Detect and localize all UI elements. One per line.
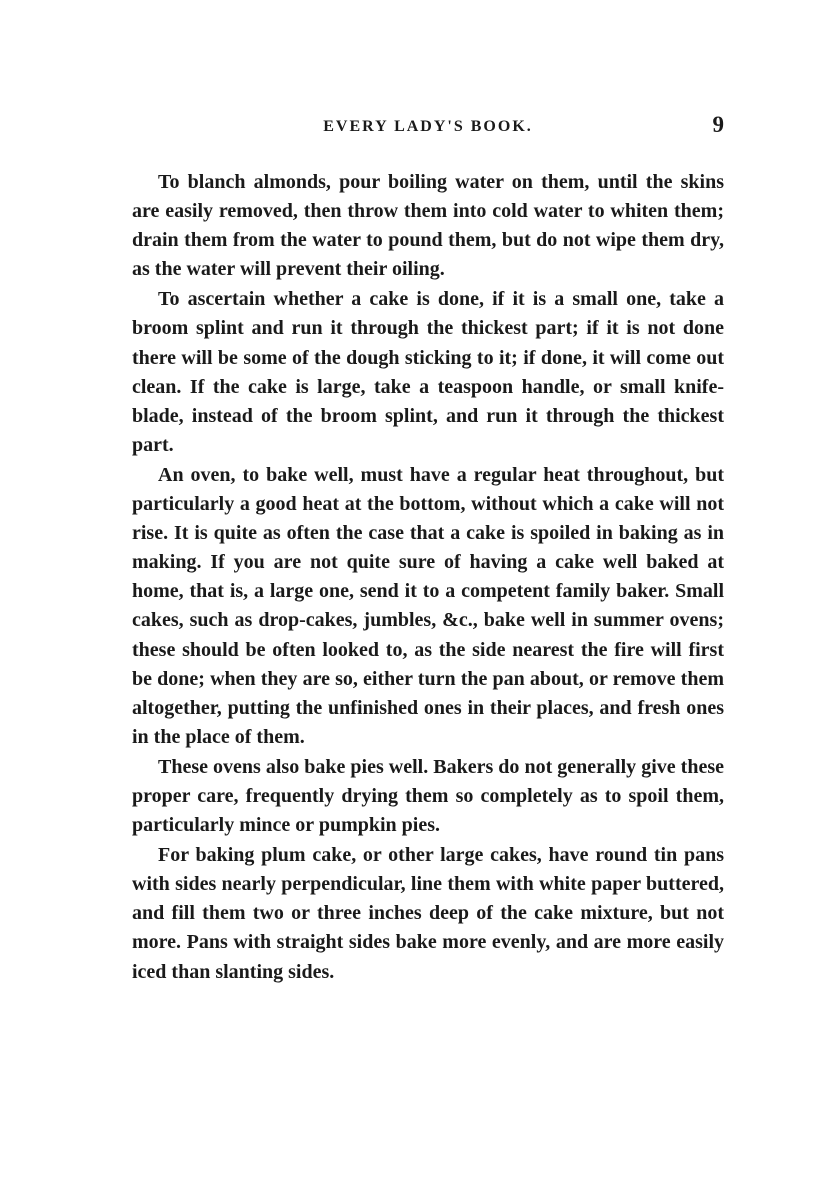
page-number: 9 [712, 112, 724, 137]
paragraph-ovens-pies: These ovens also bake pies well. Bakers do not generally give these proper care, frequently drying them so completely as to spoil them, particularly mince or pumpkin pies. [132, 755, 724, 837]
paragraph-plum-cake-pans: For baking plum cake, or other large cakes, have round tin pans with sides nearly perpendicular, line them with white paper buttered, and fill them two or three inches deep of the cake mixture, but not more. Pans with straight sides bake more evenly, and are more easily iced than slanting sides. [132, 844, 724, 983]
paragraph-oven-baking: An oven, to bake well, must have a regular heat throughout, but particularly a good heat at the bottom, without which a cake will not rise. It is quite as often the case that a cake is spoiled in baking as in making. If you are not quite sure of having a cake well baked at home, that is, a large one, send it to a competent family baker. Small cakes, such as drop-cakes, jumbles, &c., bake well in summer ovens; these should be often looked to, as the side nearest the fire will first be done; when they are so, either turn the pan about, or remove them altogether, putting the unfinished ones in their places, and fresh ones in the place of them. [132, 463, 724, 748]
paragraph-blanch-almonds: To blanch almonds, pour boiling water on them, until the skins are easily removed, then throw them into cold water to whiten them; drain them from the water to pound them, but do not wipe them dry, as the water will prevent their oiling. [132, 171, 724, 281]
paragraph-cake-done-test: To ascertain whether a cake is done, if it is a small one, take a broom splint and run it through the thickest part; if it is not done there will be some of the dough sticking to it; if done, it will come out clean. If the cake is large, take a teaspoon handle, or small knife-blade, instead of the broom splint, and run it through the thickest part. [132, 288, 724, 456]
body-text [132, 168, 724, 987]
running-title: EVERY LADY'S BOOK. [323, 118, 533, 135]
running-head [132, 112, 724, 144]
